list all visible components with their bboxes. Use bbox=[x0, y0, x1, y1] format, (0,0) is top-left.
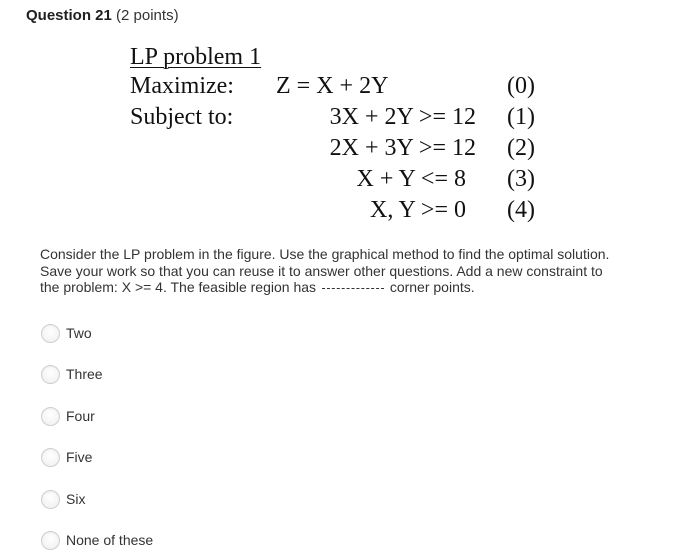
option-label[interactable]: Six bbox=[66, 491, 86, 507]
option-five[interactable] bbox=[41, 445, 92, 469]
option-none-of-these[interactable] bbox=[41, 528, 153, 552]
constraint-3-number: (3) bbox=[507, 166, 535, 192]
question-title: Question 21 bbox=[26, 7, 112, 24]
lp-figure-title: LP problem 1 bbox=[130, 44, 262, 70]
question-points: (2 points) bbox=[116, 7, 179, 24]
radio-button[interactable] bbox=[41, 324, 60, 343]
subject-to-label: Subject to: bbox=[130, 104, 234, 130]
radio-button[interactable] bbox=[41, 490, 60, 509]
constraint-3: X + Y <= 8 bbox=[356, 166, 466, 192]
constraint-2-number: (2) bbox=[507, 135, 535, 161]
constraint-4: X, Y >= 0 bbox=[370, 197, 466, 223]
option-label[interactable]: Two bbox=[66, 325, 92, 341]
objective-number: (0) bbox=[507, 73, 535, 99]
lp-problem-figure bbox=[0, 0, 698, 230]
constraint-1-number: (1) bbox=[507, 104, 535, 130]
radio-button[interactable] bbox=[41, 365, 60, 384]
option-two[interactable] bbox=[41, 321, 92, 345]
question-text-line-3-end: corner points. bbox=[389, 279, 475, 295]
question-text-line-3 bbox=[40, 279, 670, 296]
question-text-line-1: Consider the LP problem in the figure. Use the graphical method to find the optimal solution. bbox=[40, 246, 610, 262]
radio-button[interactable] bbox=[41, 531, 60, 550]
constraint-4-number: (4) bbox=[507, 197, 535, 223]
constraint-2: 2X + 3Y >= 12 bbox=[329, 135, 476, 161]
option-three[interactable] bbox=[41, 362, 103, 386]
radio-button[interactable] bbox=[41, 407, 60, 426]
constraint-1: 3X + 2Y >= 12 bbox=[329, 104, 476, 130]
question-text-line-3-start: the problem: X >= 4. The feasible region has bbox=[40, 279, 317, 295]
option-label[interactable]: Four bbox=[66, 408, 95, 424]
option-six[interactable] bbox=[41, 487, 85, 511]
option-label[interactable]: Five bbox=[66, 449, 93, 465]
objective-function: Z = X + 2Y bbox=[276, 73, 389, 99]
option-label[interactable]: Three bbox=[66, 366, 103, 382]
question-text bbox=[40, 246, 670, 296]
radio-button[interactable] bbox=[41, 448, 60, 467]
option-four[interactable] bbox=[41, 404, 95, 428]
question-text-line-2: Save your work so that you can reuse it to answer other questions. Add a new constraint to bbox=[40, 262, 603, 279]
maximize-label: Maximize: bbox=[130, 73, 234, 99]
answer-blank bbox=[322, 288, 384, 289]
option-label[interactable]: None of these bbox=[66, 532, 154, 548]
